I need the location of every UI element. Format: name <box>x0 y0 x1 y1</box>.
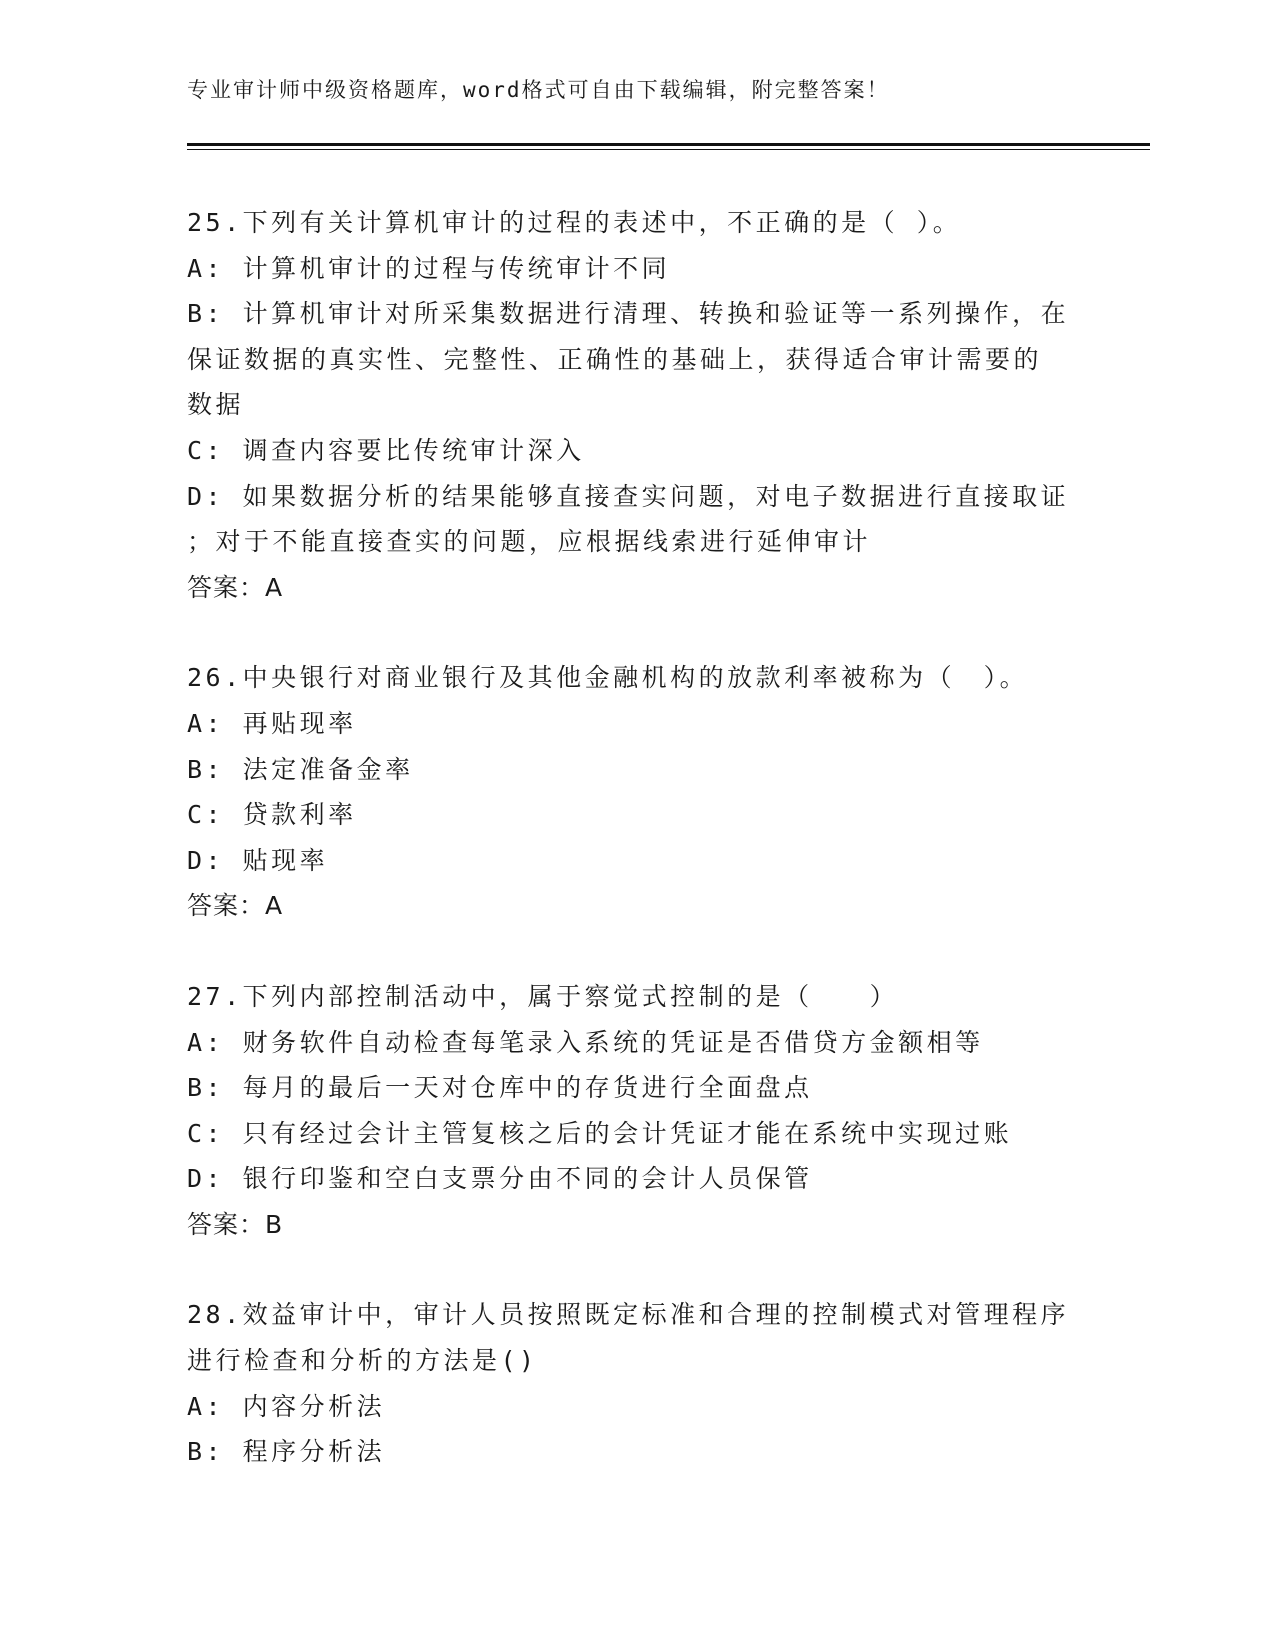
option-a: A: 再贴现率 <box>187 708 357 738</box>
option-c: C: 调查内容要比传统审计深入 <box>187 435 585 465</box>
header-text: 专业审计师中级资格题库，word格式可自由下载编辑，附完整答案！ <box>187 78 890 102</box>
option-b: B: 程序分析法 <box>187 1437 386 1467</box>
answer-line: 答案：A <box>187 572 284 602</box>
option-a: A: 计算机审计的过程与传统审计不同 <box>187 253 671 283</box>
option-b: B: 法定准备金率 <box>187 754 414 784</box>
question-block <box>187 974 1087 1248</box>
answer-line: 答案：B <box>187 1209 284 1239</box>
option-d: D: 如果数据分析的结果能够直接查实问题，对电子数据进行直接取证 <box>187 481 1070 511</box>
question-stem: 28.效益审计中，审计人员按照既定标准和合理的控制模式对管理程序 <box>187 1300 1070 1330</box>
header-divider <box>187 143 1150 150</box>
option-a: A: 内容分析法 <box>187 1391 386 1421</box>
option-c: C: 贷款利率 <box>187 800 357 830</box>
option-d: D: 贴现率 <box>187 845 329 875</box>
option-b-continued: 数据 <box>187 390 245 420</box>
question-block <box>187 1292 1087 1474</box>
option-b: B: 每月的最后一天对仓库中的存货进行全面盘点 <box>187 1073 813 1103</box>
option-d: D: 银行印鉴和空白支票分由不同的会计人员保管 <box>187 1164 813 1194</box>
question-stem: 26.中央银行对商业银行及其他金融机构的放款利率被称为（ ）。 <box>187 663 1029 693</box>
option-c: C: 只有经过会计主管复核之后的会计凭证才能在系统中实现过账 <box>187 1118 1013 1148</box>
option-d-continued: ；对于不能直接查实的问题，应根据线索进行延伸审计 <box>187 527 872 557</box>
question-stem-continued: 进行检查和分析的方法是() <box>187 1346 538 1376</box>
option-b-continued: 保证数据的真实性、完整性、正确性的基础上，获得适合审计需要的 <box>187 344 1043 374</box>
question-list <box>187 200 1087 1475</box>
option-b: B: 计算机审计对所采集数据进行清理、转换和验证等一系列操作，在 <box>187 299 1070 329</box>
question-block <box>187 200 1087 610</box>
question-block <box>187 655 1087 929</box>
answer-line: 答案：A <box>187 891 284 921</box>
question-stem: 25.下列有关计算机审计的过程的表述中，不正确的是（ ）。 <box>187 208 962 237</box>
question-stem: 27.下列内部控制活动中，属于察觉式控制的是（ ） <box>187 981 899 1011</box>
option-a: A: 财务软件自动检查每笔录入系统的凭证是否借贷方金额相等 <box>187 1027 984 1057</box>
